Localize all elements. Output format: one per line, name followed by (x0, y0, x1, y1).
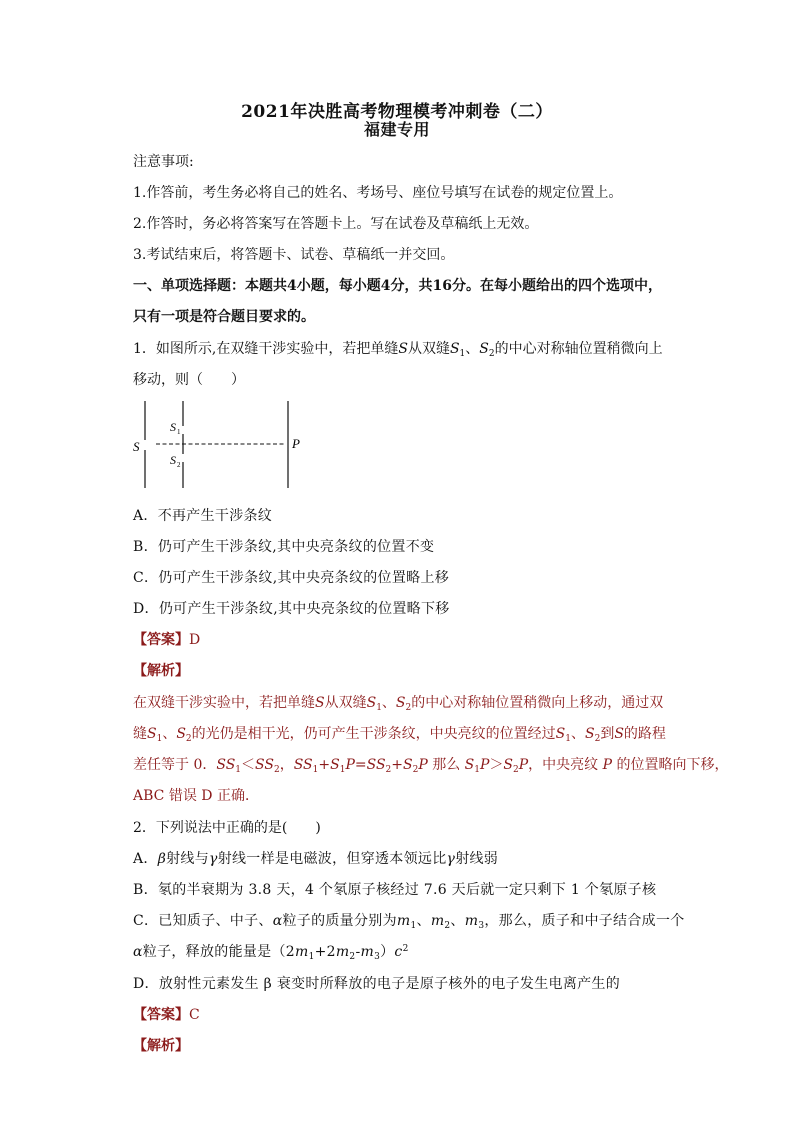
q2-stem: 2．下列说法中正确的是( ) (133, 820, 321, 836)
q1-analysis-line-2: 缝$S_1$、$S_2$的光仍是相干光，仍可产生干涉条纹，中央亮纹的位置经过$S_1$、$S_2$到S的路程 (133, 726, 666, 744)
notice-item-2: 2.作答时，务必将答案写在答题卡上。写在试卷及草稿纸上无效。 (133, 216, 539, 232)
exam-title: 2021年决胜高考物理模考冲刺卷（二） (241, 102, 553, 122)
q1-answer: 【答案】D (133, 632, 201, 648)
diagram-label-s: S (133, 439, 140, 454)
section-heading: 一、单项选择题：本题共4小题，每小题4分，共16分。在每小题给出的四个选项中， (133, 278, 662, 294)
q2-option-b: B．氡的半衰期为 3.8 天，4 个氡原子核经过 7.6 天后就一定只剩下 1 个氡原子核 (133, 882, 657, 898)
q1-stem-cont: 移动，则（ ） (133, 372, 245, 388)
q1-analysis-line-4: ABC 错误 D 正确． (133, 788, 259, 804)
q1-option-b: B．仍可产生干涉条纹,其中央亮条纹的位置不变 (133, 539, 435, 555)
diagram-label-s2: S (170, 453, 176, 467)
q1-option-a: A．不再产生干涉条纹 (133, 508, 273, 524)
q2-option-c: C．已知质子、中子、α粒子的质量分别为$m_1$、$m_2$、$m_3$，那么，质子和中子结合成一个 (133, 913, 685, 931)
q1-analysis-label: 【解析】 (133, 663, 189, 679)
diagram-label-s1: S (170, 420, 176, 434)
q1-stem: 1．如图所示,在双缝干涉实验中，若把单缝S从双缝$S_1$、$S_2$的中心对称轴位置稍微向上 (133, 341, 663, 359)
svg-text:2: 2 (177, 461, 181, 469)
q2-option-a: A．β射线与γ射线一样是电磁波，但穿透本领远比γ射线弱 (133, 851, 499, 867)
svg-text:1: 1 (177, 428, 181, 436)
q2-option-d: D．放射性元素发生 β 衰变时所释放的电子是原子核外的电子发生电离产生的 (133, 976, 621, 992)
q1-option-c: C．仍可产生干涉条纹,其中央亮条纹的位置略上移 (133, 570, 450, 586)
exam-subtitle: 福建专用 (363, 120, 430, 139)
q2-analysis-label: 【解析】 (133, 1038, 189, 1054)
notice-heading: 注意事项: (133, 154, 194, 170)
double-slit-diagram (128, 398, 308, 493)
q2-answer: 【答案】C (133, 1007, 200, 1023)
notice-item-1: 1.作答前，考生务必将自己的姓名、考场号、座位号填写在试卷的规定位置上。 (133, 185, 623, 201)
q2-option-c-cont: α粒子，释放的能量是$(2m_1+2m_2-m_3)c^2$ (133, 944, 409, 962)
section-heading-cont: 只有一项是符合题目要求的。 (133, 309, 315, 325)
diagram-label-p: P (292, 436, 300, 451)
q1-analysis-line-1: 在双缝干涉实验中，若把单缝S从双缝$S_1$、$S_2$的中心对称轴位置稍微向上移动，通过双 (133, 695, 664, 713)
notice-item-3: 3.考试结束后，将答题卡、试卷、草稿纸一并交回。 (133, 247, 455, 263)
q1-option-d: D．仍可产生干涉条纹,其中央亮条纹的位置略下移 (133, 601, 450, 617)
q1-analysis-line-3: 差任等于 0．$SS_1<SS_2$，$SS_1+S_1P=SS_2+S_2P$ 那么 $S_1P>S_2P$，中央亮纹 P 的位置略向下移， (133, 757, 729, 775)
